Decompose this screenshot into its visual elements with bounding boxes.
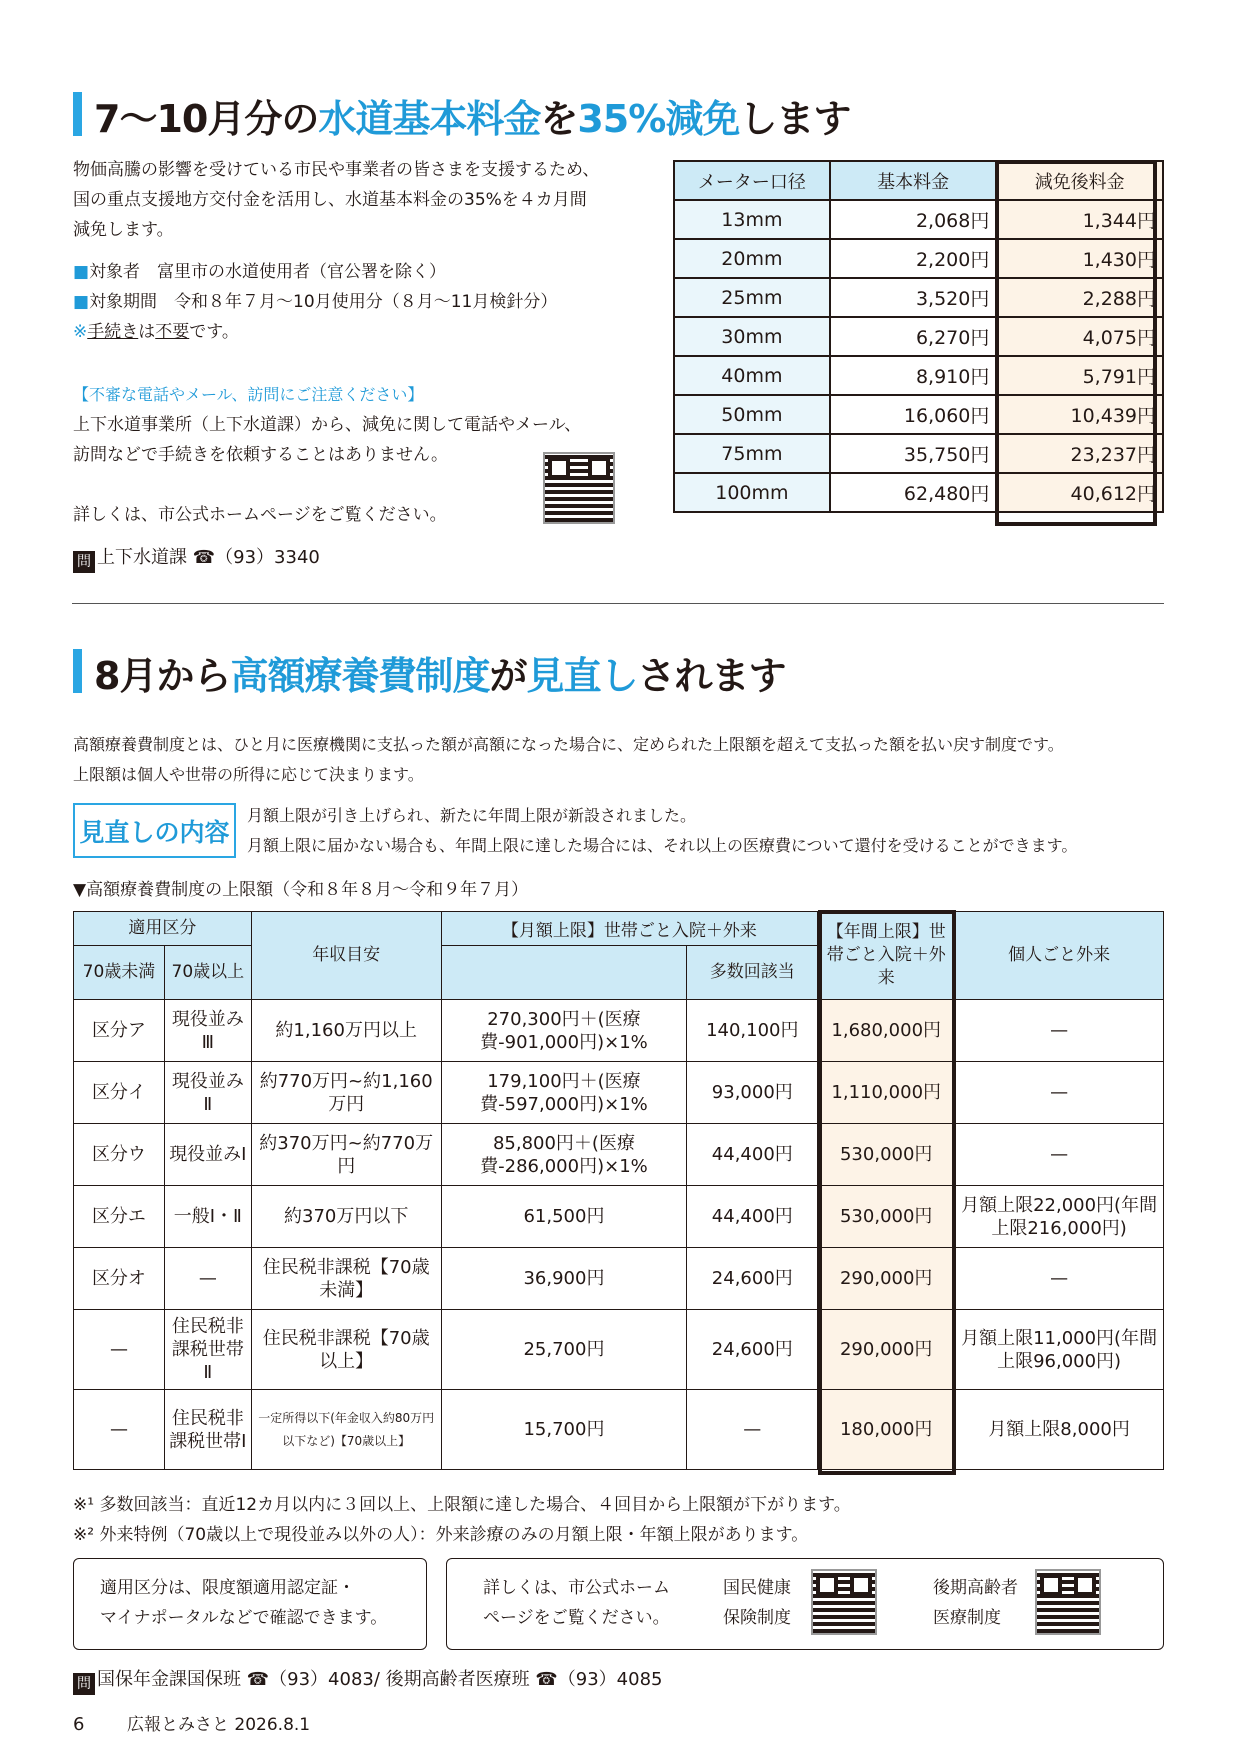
- details-text: 詳しくは、市公式ホームページをご覧ください。: [73, 505, 447, 525]
- inquiry-icon: 問: [73, 551, 95, 573]
- period-line: ■対象期間 令和８年７月～10月使用分（８月～11月検針分）: [73, 292, 558, 312]
- qr1-label: 国民健康 保険制度: [723, 1578, 791, 1628]
- col-over70: 70歳以上: [164, 946, 251, 1000]
- section2-title: 8月から高額療養費制度が見直しされます: [94, 654, 786, 698]
- table-row: 区分イ 現役並みⅡ 約770万円~約1,160万円 179,100円＋(医療費-597,000円)×1% 93,000円 1,110,000円 —: [74, 1062, 1164, 1124]
- qr2-label: 後期高齢者 医療制度: [933, 1578, 1018, 1628]
- col-monthly-spacer: [441, 946, 687, 1000]
- table-row: 25mm 3,520円 2,288円: [674, 278, 1163, 317]
- review-text: 月額上限が引き上げられ、新たに年間上限が新設されました。 月額上限に届かない場合も、年間上限に達した場合には、それ以上の医療費について還付を受けることができます。: [247, 806, 1078, 855]
- target-line: ■対象者 富里市の水道使用者（官公署を除く）: [73, 262, 447, 282]
- col-annual: 【年間上限】世帯ごと入院＋外来: [818, 912, 955, 1000]
- water-qr-code[interactable]: [543, 452, 615, 524]
- section2-intro: 高額療養費制度とは、ひと月に医療機関に支払った額が高額になった場合に、定められた上限額を超えて支払った額を払い戻す制度です。 上限額は個人や世帯の所得に応じて決まります。: [73, 735, 1064, 784]
- section-divider: [72, 603, 1164, 604]
- col-meter: メーター口径: [674, 161, 830, 200]
- section2-heading-bar: [73, 649, 82, 693]
- table-row: 20mm 2,200円 1,430円: [674, 239, 1163, 278]
- table-row: 30mm 6,270円 4,075円: [674, 317, 1163, 356]
- section1-heading-bar: [73, 92, 82, 136]
- col-monthly: 【月額上限】世帯ごと入院＋外来: [441, 912, 818, 946]
- section2-contact: 問 国保年金課国保班 ☎（93）4083/ 後期高齢者医療班 ☎（93）4085: [73, 1665, 663, 1695]
- table-row: 13mm 2,068円 1,344円: [674, 200, 1163, 239]
- warning-title: 【不審な電話やメール、訪問にご注意ください】: [73, 385, 424, 404]
- table-row: 40mm 8,910円 5,791円: [674, 356, 1163, 395]
- elderly-medical-qr-code[interactable]: [1035, 1569, 1101, 1635]
- section1-title: 7～10月分の水道基本料金を35%減免します: [94, 97, 851, 141]
- table-row: 75mm 35,750円 23,237円: [674, 434, 1163, 473]
- col-outpatient: 個人ごと外来: [955, 912, 1164, 1000]
- water-fee-table: [673, 160, 1164, 513]
- table-row: — 住民税非課税世帯Ⅱ 住民税非課税【70歳以上】 25,700円 24,600円 290,000円 月額上限11,000円(年間上限96,000円): [74, 1310, 1164, 1390]
- inquiry-icon: 問: [73, 1673, 95, 1695]
- footnote-1: ※¹ 多数回該当：直近12カ月以内に３回以上、上限額に達した場合、４回目から上限額が下がります。: [73, 1495, 851, 1515]
- page-number: 6: [73, 1714, 85, 1735]
- review-badge: 見直しの内容: [73, 803, 236, 858]
- details-box: 詳しくは、市公式ホーム ページをご覧ください。 国民健康 保険制度 後期高齢者 医療制度: [446, 1558, 1164, 1650]
- footnote-2: ※² 外来特例（70歳以上で現役並み以外の人）：外来診療のみの月額上限・年額上限があります。: [73, 1525, 809, 1545]
- table-row: 区分ア 現役並みⅢ 約1,160万円以上 270,300円＋(医療費-901,000円)×1% 140,100円 1,680,000円 —: [74, 1000, 1164, 1062]
- table-caption: ▼高額療養費制度の上限額（令和８年８月～令和９年７月）: [73, 880, 529, 900]
- medical-cost-table: [73, 911, 1164, 1470]
- table-row: 区分オ — 住民税非課税【70歳未満】 36,900円 24,600円 290,000円 —: [74, 1248, 1164, 1310]
- section1-contact: 問 上下水道課 ☎（93）3340: [73, 543, 320, 573]
- table-row: 区分ウ 現役並みⅠ 約370万円~約770万円 85,800円＋(医療費-286,000円)×1% 44,400円 530,000円 —: [74, 1124, 1164, 1186]
- table-row: 100mm 62,480円 40,612円: [674, 473, 1163, 512]
- table-row: 50mm 16,060円 10,439円: [674, 395, 1163, 434]
- col-reduced-fee: 減免後料金: [996, 161, 1163, 200]
- col-many: 多数回該当: [687, 946, 818, 1000]
- col-category: 適用区分: [74, 912, 252, 946]
- col-income: 年収目安: [251, 912, 441, 1000]
- warning-text: 上下水道事業所（上下水道課）から、減免に関して電話やメール、 訪問などで手続きを依頼することはありません。: [73, 415, 582, 465]
- category-info-box: 適用区分は、限度額適用認定証・ マイナポータルなどで確認できます。: [73, 1558, 427, 1650]
- col-under70: 70歳未満: [74, 946, 165, 1000]
- table-row: — 住民税非課税世帯Ⅰ 一定所得以下(年金収入約80万円以下など)【70歳以上】 15,700円 — 180,000円 月額上限8,000円: [74, 1390, 1164, 1470]
- table-row: 区分エ 一般Ⅰ・Ⅱ 約370万円以下 61,500円 44,400円 530,000円 月額上限22,000円(年間上限216,000円): [74, 1186, 1164, 1248]
- publication-info: 広報とみさと 2026.8.1: [127, 1715, 311, 1735]
- section1-intro: 物価高騰の影響を受けている市民や事業者の皆さまを支援するため、 国の重点支援地方交付金を活用し、水道基本料金の35%を４カ月間 減免します。: [73, 160, 600, 240]
- national-health-qr-code[interactable]: [811, 1569, 877, 1635]
- col-base-fee: 基本料金: [830, 161, 997, 200]
- procedure-line: ※手続きは不要です。: [73, 322, 239, 342]
